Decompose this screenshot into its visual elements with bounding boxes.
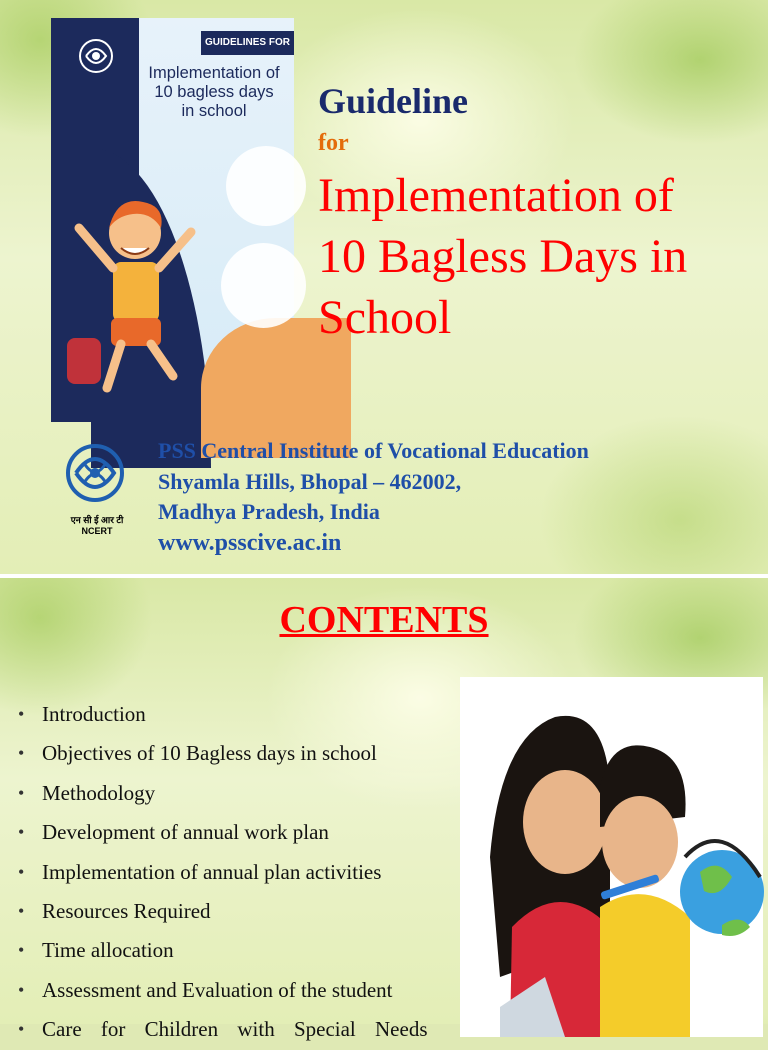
bullet-icon: •	[18, 979, 25, 1000]
list-item-text: Resources Required	[42, 899, 211, 924]
children-globe-photo	[460, 677, 763, 1037]
ncert-cover-logo-icon	[73, 28, 119, 90]
list-item	[16, 931, 456, 970]
bullet-icon: •	[18, 861, 25, 882]
list-item	[16, 813, 456, 852]
institute-address-line: Shyamla Hills, Bhopal – 462002,	[158, 468, 462, 494]
contents-title: CONTENTS	[279, 599, 489, 641]
main-title-line: Implementation of	[318, 169, 674, 222]
list-item-text: Implementation of annual plan activities	[42, 859, 382, 884]
list-item	[16, 971, 456, 1010]
main-title-line: 10 Bagless Days in	[318, 230, 688, 283]
list-item-text: Assessment and Evaluation of the student	[42, 977, 393, 1002]
ncert-logo-text	[57, 515, 137, 537]
guideline-heading: Guideline	[318, 81, 469, 121]
ncert-english: NCERT	[81, 526, 113, 536]
cover-title	[139, 64, 289, 121]
for-label: for	[318, 130, 349, 156]
list-item-text: Care for Children with Special Needs	[42, 1017, 428, 1042]
list-item	[16, 695, 456, 734]
bullet-icon: •	[18, 743, 25, 764]
contents-slide	[0, 578, 768, 1042]
cover-title-line: Implementation of	[148, 64, 280, 82]
contents-list	[16, 695, 456, 1050]
list-item-text: Time allocation	[42, 938, 174, 963]
website-link[interactable]: www.psscive.ac.in	[158, 529, 342, 556]
bullet-icon: •	[18, 901, 25, 922]
main-title	[318, 165, 748, 348]
list-item-text: Development of annual work plan	[42, 820, 329, 845]
list-item	[16, 1010, 456, 1049]
bullet-icon: •	[18, 940, 25, 961]
institute-address	[158, 436, 589, 558]
institute-name: PSS Central Institute of Vocational Education	[158, 438, 589, 463]
list-item-text: Introduction	[42, 702, 146, 726]
list-item	[16, 853, 456, 892]
bullet-icon: •	[18, 782, 25, 803]
list-item-text: Methodology	[42, 780, 156, 805]
cover-title-line: 10 bagless days	[154, 83, 274, 101]
ncert-logo-icon	[64, 437, 126, 511]
cover-title-line: in school	[181, 102, 247, 120]
list-item	[16, 892, 456, 931]
cover-circle-illustration	[221, 243, 306, 328]
boy-illustration-icon	[73, 188, 223, 418]
list-item	[16, 734, 456, 773]
main-title-line: School	[318, 291, 452, 344]
children-globe-illustration-icon	[460, 677, 763, 1037]
ncert-hindi: एन सी ई आर टी	[70, 515, 124, 525]
institute-address-line: Madhya Pradesh, India	[158, 499, 380, 524]
bullet-icon: •	[18, 822, 25, 843]
cover-tag: GUIDELINES FOR	[201, 31, 294, 55]
bullet-icon: •	[18, 1019, 25, 1040]
list-item-text: Objectives of 10 Bagless days in school	[42, 741, 377, 766]
book-cover-image	[51, 18, 294, 422]
list-item	[16, 774, 456, 813]
cover-circle-illustration	[226, 146, 306, 226]
bullet-icon: •	[18, 704, 25, 724]
